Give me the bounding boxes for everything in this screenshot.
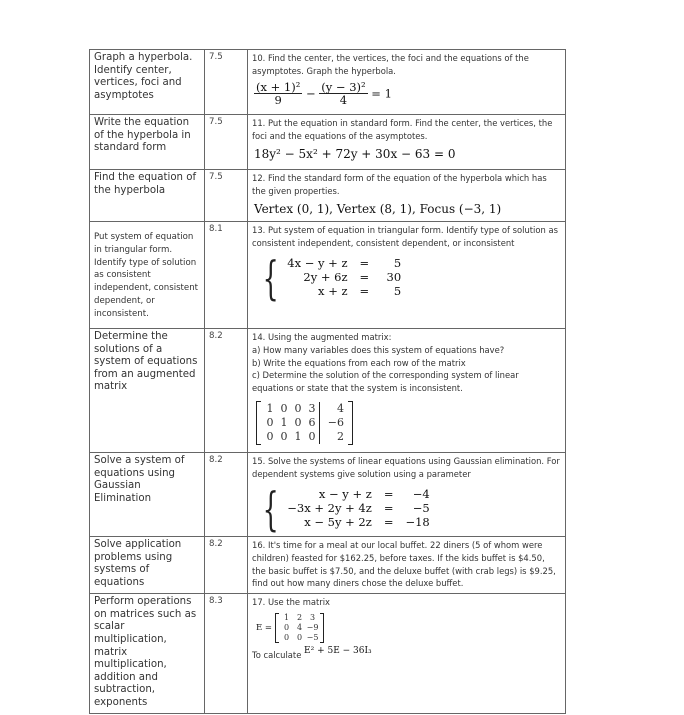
augmented-matrix <box>256 401 353 445</box>
matrix-cell: 4 <box>296 622 303 632</box>
section-cell: 8.2 <box>205 537 248 594</box>
equals-sign: = <box>383 501 394 516</box>
equation-rhs: 5 <box>393 283 402 298</box>
topic-cell: Write the equation of the hyperbola in standard form <box>90 115 205 170</box>
matrix-cell: 0 <box>266 415 274 429</box>
matrix-cell: 0 <box>283 632 290 642</box>
equation-rhs: 5 <box>393 256 402 271</box>
equation-rhs: −18 <box>405 514 430 529</box>
properties-text: Vertex (0, 1), Vertex (8, 1), Focus (−3, 1) <box>254 201 502 216</box>
equation-rhs: −4 <box>412 487 430 502</box>
matrix-cell: 1 <box>283 612 290 622</box>
right-bracket <box>320 613 324 643</box>
part-b: b) Write the equations from each row of the matrix <box>252 357 466 368</box>
section-cell: 8.3 <box>205 594 248 713</box>
matrix-cell: −9 <box>306 622 319 632</box>
hyperbola-equation <box>254 81 561 108</box>
table-row <box>90 115 566 170</box>
topic-cell: Put system of equation in triangular form. Identify type of solution as consistent independent, consistent dependent, or inconsistent. <box>90 222 205 329</box>
equals-sign: = <box>359 283 370 298</box>
matrix-cell: 3 <box>309 612 316 622</box>
part-a: a) How many variables does this system of equations have? <box>252 344 505 355</box>
equation-lhs: x − 5y + 2z <box>304 514 372 529</box>
topic-cell: Find the equation of the hyperbola <box>90 170 205 222</box>
equation-lhs: 2y + 6z <box>303 270 348 285</box>
equation-lhs: x + z <box>318 283 348 298</box>
fraction-denominator: 9 <box>274 93 282 108</box>
equation-lhs: 4x − y + z <box>287 256 348 271</box>
equation-rhs: −5 <box>412 501 430 516</box>
matrix-cell: 0 <box>294 415 302 429</box>
equation-system <box>256 250 561 305</box>
section-cell: 8.1 <box>205 222 248 329</box>
matrix-cell: 0 <box>308 429 316 443</box>
equation-lhs: −3x + 2y + 4z <box>287 501 372 516</box>
fraction-denominator: 4 <box>339 93 348 108</box>
matrix-cell: 0 <box>280 429 288 443</box>
section-cell: 8.2 <box>205 453 248 537</box>
matrix-cell: −5 <box>306 632 319 642</box>
problem-cell <box>248 329 566 453</box>
problem-text: 17. Use the matrix <box>252 597 330 608</box>
problem-cell <box>248 222 566 329</box>
problem-text: 15. Solve the systems of linear equations using Gaussian elimination. For dependent systems give solution using a parameter <box>252 456 560 479</box>
matrix-cell: 0 <box>280 401 288 415</box>
matrix-cell: 1 <box>266 401 274 415</box>
problem-cell <box>248 115 566 170</box>
matrix-e <box>275 613 324 643</box>
equation-rhs: = 1 <box>371 85 392 100</box>
table-row <box>90 594 566 713</box>
table-row <box>90 329 566 453</box>
section-cell: 7.5 <box>205 50 248 115</box>
problem-cell <box>248 453 566 537</box>
matrix-cell: 6 <box>308 415 316 429</box>
matrix-cell: 0 <box>296 632 303 642</box>
table-row <box>90 453 566 537</box>
equation-lhs: x − y + z <box>318 487 372 502</box>
topic-cell: Graph a hyperbola. Identify center, vertices, foci and asymptotes <box>90 50 205 115</box>
problem-text: 11. Put the equation in standard form. Find the center, the vertices, the foci and the equations of the asymptotes. <box>252 118 553 141</box>
right-bracket <box>348 401 353 445</box>
topic-cell: Solve a system of equations using Gaussian Elimination <box>90 453 205 537</box>
problem-text: 14. Using the augmented matrix: <box>252 332 392 342</box>
matrix-cell: 4 <box>337 401 344 415</box>
equation-text: 18y² − 5x² + 72y + 30x − 63 = 0 <box>254 146 456 161</box>
problem-text: 13. Put system of equation in triangular form. Identify type of solution as consistent independent, consistent dependent, or inconsistent <box>252 225 558 248</box>
part-c: c) Determine the solution of the corresponding system of linear equations or state that the system is inconsistent. <box>252 370 519 394</box>
section-cell: 7.5 <box>205 170 248 222</box>
equals-sign: = <box>383 514 394 529</box>
equals-sign: = <box>359 256 370 271</box>
problem-text: 10. Find the center, the vertices, the foci and the equations of the asymptotes. Graph the hyperbola. <box>252 53 529 76</box>
topic-cell: Determine the solutions of a system of equations from an augmented matrix <box>90 329 205 453</box>
calculate-expression: E² + 5E − 36I₃ <box>304 645 372 656</box>
matrix-cell: 1 <box>280 415 288 429</box>
section-cell: 7.5 <box>205 115 248 170</box>
table-row <box>90 537 566 594</box>
minus-sign: − <box>306 85 316 100</box>
problem-text: 12. Find the standard form of the equation of the hyperbola which has the given properties. <box>252 173 547 196</box>
topic-cell: Perform operations on matrices such as scalar multiplication, matrix multiplication, addition and subtraction, exponents <box>90 594 205 713</box>
matrix-cell: 2 <box>337 429 344 443</box>
equation-system <box>256 481 561 536</box>
problem-cell: 16. It's time for a meal at our local buffet. 22 diners (5 of whom were children) feasted for $162.25, before taxes. If the kids buffet is $4.50, the basic buffet is $7.50, and the deluxe buffet (with crab legs) is $9.25, find out how many diners chose the deluxe buffet. <box>248 537 566 594</box>
equals-sign: = <box>383 487 394 502</box>
matrix-cell: 1 <box>294 429 302 443</box>
table-row <box>90 170 566 222</box>
matrix-label: E = <box>256 622 273 633</box>
calculate-label: To calculate <box>252 649 302 660</box>
section-cell: 8.2 <box>205 329 248 453</box>
matrix-cell: 0 <box>294 401 302 415</box>
left-brace-icon: { <box>262 250 279 305</box>
problem-cell <box>248 50 566 115</box>
fraction-numerator: (x + 1)² <box>256 79 301 94</box>
table-row <box>90 222 566 329</box>
equation-rhs: 30 <box>386 270 402 285</box>
fraction-numerator: (y − 3)² <box>321 79 366 94</box>
matrix-cell: 2 <box>296 612 303 622</box>
worksheet-table <box>89 49 566 714</box>
problem-cell <box>248 170 566 222</box>
problem-cell <box>248 594 566 713</box>
left-brace-icon: { <box>262 481 279 536</box>
matrix-definition <box>256 613 561 643</box>
matrix-cell: −6 <box>327 415 344 429</box>
equals-sign: = <box>359 270 370 285</box>
topic-cell: Solve application problems using systems of equations <box>90 537 205 594</box>
matrix-cell: 3 <box>308 401 316 415</box>
table-row <box>90 50 566 115</box>
matrix-cell: 0 <box>266 429 274 443</box>
matrix-cell: 0 <box>283 622 290 632</box>
calculate-line <box>252 645 561 663</box>
